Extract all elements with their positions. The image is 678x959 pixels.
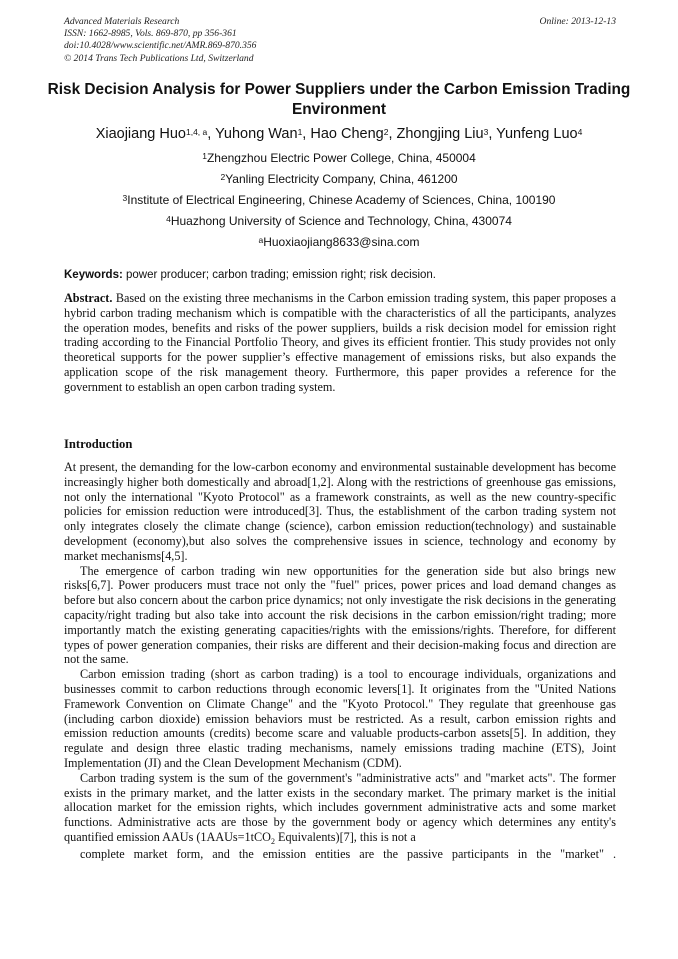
email-text: Huoxiaojiang8633@sina.com bbox=[263, 235, 420, 249]
section-heading: Introduction bbox=[64, 437, 133, 451]
affiliation-sup: 2 bbox=[220, 172, 226, 182]
keywords-text: power producer; carbon trading; emission right; risk decision. bbox=[122, 269, 436, 281]
author-name: Hao Cheng bbox=[310, 126, 384, 142]
affiliation bbox=[40, 213, 638, 229]
journal-header bbox=[64, 16, 616, 65]
author-name: Yuhong Wan bbox=[215, 126, 298, 142]
affiliation-sup: a bbox=[258, 235, 264, 245]
paragraph: At present, the demanding for the low-carbon economy and environmental sustainable development has become increasingly higher both domestically and abroad[1,2]. Along with the restrictions of greenhouse gas emissions, not only the international "Kyoto Protocol" as a framework constraints, as well as the new country-specific policies for emission reduction were introduced[3]. Thus, the establishment of the carbon trading system not only integrates closely the climate change (science), carbon emission reduction(technology) and sustainable development (economy),but also solves the comprehensive issues in science, technology and economy by market mechanisms[4,5]. bbox=[64, 460, 616, 563]
paragraph-text: Equivalents)[7], this is not a bbox=[274, 829, 416, 844]
subscript: 2 bbox=[270, 836, 275, 846]
author-sup: 2 bbox=[383, 127, 389, 137]
affiliation bbox=[40, 171, 638, 187]
introduction-body bbox=[64, 460, 616, 862]
author-name: Zhongjing Liu bbox=[396, 126, 484, 142]
paragraph bbox=[64, 771, 616, 862]
affiliation bbox=[40, 150, 638, 166]
online-date: Online: 2013-12-13 bbox=[539, 16, 616, 27]
author-name: Yunfeng Luo bbox=[496, 126, 578, 142]
affiliation-sup: 1 bbox=[202, 151, 207, 161]
doi-line: doi:10.4028/www.scientific.net/AMR.869-870.356 bbox=[64, 40, 257, 52]
issn-line: ISSN: 1662-8985, Vols. 869-870, pp 356-361 bbox=[64, 28, 237, 40]
affiliation-text: Zhengzhou Electric Power College, China, 450004 bbox=[206, 151, 476, 165]
copyright-line: © 2014 Trans Tech Publications Ltd, Switzerland bbox=[64, 52, 254, 64]
affiliation-text: Institute of Electrical Engineering, Chinese Academy of Sciences, China, 100190 bbox=[127, 193, 556, 207]
affiliation-sup: 4 bbox=[166, 214, 171, 224]
abstract-text: Based on the existing three mechanisms in the Carbon emission trading system, this paper proposes a hybrid carbon trading mechanism which is compatible with the characteristics of all the participants, analyzes the operation modes, benefits and risks of the power suppliers, builds a risk decision model for emission right trading according to the Financial Portfolio Theory, and gives its efficient frontier. This study provides not only theoretical supports for the power supplier’s effective management of emissions risks, but also expands the application scope of the risk management theory. Furthermore, this paper provides a reference for the government to establish an open carbon trading system. bbox=[64, 291, 616, 394]
journal-name: Advanced Materials Research bbox=[64, 16, 180, 27]
paragraph-text: Carbon trading system is the sum of the government's "administrative acts" and "market acts". The former exists in the primary market, and the latter exists in the secondary market. The primary market is the initial allocation market for the emission rights, which includes government administrative acts and some market functions. Administrative acts are those by the government body or agency which determines any entity's quantified emission AAUs (1AAUs=1tCO bbox=[64, 770, 616, 844]
affiliation-sup: 3 bbox=[122, 193, 128, 203]
affiliation bbox=[40, 192, 638, 208]
author-sup: 3 bbox=[483, 127, 489, 137]
affiliation-text: Yanling Electricity Company, China, 461200 bbox=[225, 172, 458, 186]
paragraph: The emergence of carbon trading win new opportunities for the generation side but also brings new risks[6,7]. Power producers must trace not only the "fuel" prices, power prices and load demand changes as before but also concern about the carbon price dynamics; not only investigate the risk decisions in the generating capacity/right trading but also take into account the risk decisions in the carbon emission/right trading; more importantly match the existing generating capacities/rights with the emissions/rights. Therefore, for different types of power generation companies, their risks are different and their decision-making focus and direction are not the same. bbox=[64, 563, 616, 667]
affiliation-email bbox=[40, 234, 638, 250]
keywords bbox=[64, 268, 616, 283]
author-sup: 1,4, a bbox=[185, 127, 208, 137]
keywords-label: Keywords: bbox=[64, 269, 123, 281]
paragraph-last-line: complete market form, and the emission entities are the passive participants in the "market" . bbox=[80, 846, 616, 861]
author-list: Xiaojiang Huo$^{1,4, a}$, Yuhong Wan$^1$, Hao Cheng$^2$, Zhongjing Liu$^3$, Yunfeng Luo$^4$ bbox=[95, 126, 583, 142]
author-name: Xiaojiang Huo bbox=[95, 126, 186, 142]
author-sup: 4 bbox=[577, 127, 583, 137]
abstract bbox=[64, 291, 616, 395]
paragraph: Carbon emission trading (short as carbon trading) is a tool to encourage individuals, organizations and businesses commit to carbon reductions through economic levers[1]. It originates from the "United Nations Framework Convention on Climate Change" and the "Kyoto Protocol." They regulate that greenhouse gas (including carbon dioxide) emission behaviors must be restricted. As a result, carbon emission rights and emission reduction amounts (credits) become scare and valuable products-carbon assets[5]. In addition, they regulate and design three elastic trading mechanisms, namely emissions trading machine (ETS), Joint Implementation (JI) and the Clean Development Mechanism (CDM). bbox=[64, 667, 616, 770]
author-sup: 1 bbox=[297, 127, 303, 137]
paper-title: Risk Decision Analysis for Power Suppliers under the Carbon Emission Trading Environment bbox=[47, 81, 631, 118]
abstract-label: Abstract. bbox=[64, 291, 113, 305]
affiliation-text: Huazhong University of Science and Technology, China, 430074 bbox=[170, 214, 512, 228]
